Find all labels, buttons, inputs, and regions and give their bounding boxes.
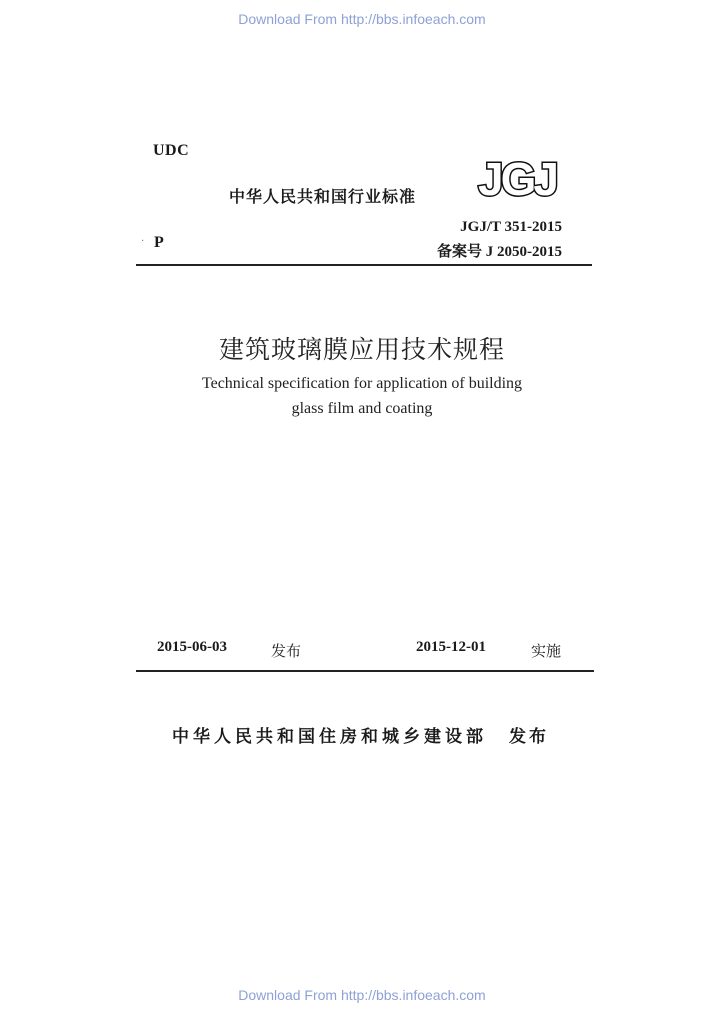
dates-divider bbox=[136, 670, 594, 672]
udc-label: UDC bbox=[153, 142, 190, 159]
implementation-date: 2015-12-01 bbox=[416, 639, 486, 655]
header-divider bbox=[136, 264, 592, 266]
english-title-line-2: glass film and coating bbox=[291, 400, 433, 417]
watermark-bottom: Download From http://bbs.infoeach.com bbox=[238, 987, 486, 1003]
record-number: 备案号 J 2050-2015 bbox=[437, 244, 562, 260]
classification-letter: P bbox=[154, 234, 164, 251]
publisher: 中华人民共和国住房和城乡建设部 bbox=[172, 727, 487, 747]
document-title-english bbox=[0, 371, 724, 421]
watermark-top: Download From http://bbs.infoeach.com bbox=[238, 11, 486, 27]
issue-date: 2015-06-03 bbox=[157, 639, 227, 655]
issue-label: 发布 bbox=[271, 642, 302, 660]
jgj-logo: JGJ bbox=[478, 153, 556, 205]
document-title-chinese: 建筑玻璃膜应用技术规程 bbox=[218, 335, 505, 364]
publisher-label: 发布 bbox=[509, 727, 549, 747]
dot-mark: · bbox=[141, 236, 145, 247]
english-title-line-1: Technical specification for application of building bbox=[201, 375, 523, 392]
standard-code: JGJ/T 351-2015 bbox=[460, 219, 562, 235]
implementation-label: 实施 bbox=[531, 642, 562, 660]
standard-category: 中华人民共和国行业标准 bbox=[229, 187, 417, 206]
